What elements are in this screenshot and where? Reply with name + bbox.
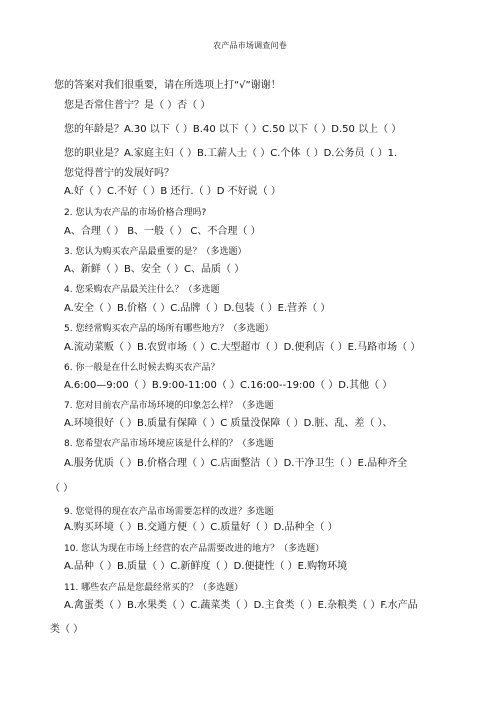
question-4: 4. 您采购农产品最关注什么？（多选题 — [64, 285, 220, 295]
question-6: 6. 你一般是在什么时候去购买农产品？ — [64, 363, 220, 373]
intro-text: 您的答案对我们很重要，请在所选项上打“√”谢谢！ — [54, 80, 281, 91]
question-11: 11. 哪些农产品是您最经常买的？（多选题） — [64, 583, 244, 593]
answer-options-5: A.流动菜贩（ ）B.农贸市场（ ）C.大型超市（ ）D.便利店（ ）E.马路市场（ ） — [64, 342, 421, 353]
answer-options-9: A.购买环境（ ）B.交通方便（ ）C.质量好（ ）D.品种全（ ） — [64, 522, 338, 533]
question-9: 9. 您觉得的现在农产品市场需要怎样的改进？多选题 — [64, 507, 274, 517]
question-3: 3. 您认为购买农产品最重要的是？（多选题） — [64, 247, 247, 257]
question-8: 8. 您希望农产品市场环境应该是什么样的？（多选题 — [64, 439, 274, 449]
answer-options-3: A、新鲜（ ）B、安全（ ）C、品质（ ） — [64, 264, 245, 275]
question-5: 5. 您经常购买农产品的场所有哪些地方？（多选题） — [64, 324, 274, 334]
document-title: 农产品市场调查问卷 — [213, 41, 287, 50]
answer-options-1: A.好（ ）C.不好（ ）B 还行.（ ）D 不好说（ ） — [64, 186, 281, 197]
question-7: 7. 您对目前农产品市场环境的印象怎么样？（多选题 — [64, 401, 274, 411]
answer-options-6: A.6:00—9:00（ ）B.9:00-11:00（ ）C.16:00--19:00（ ）D.其他（ ） — [64, 380, 393, 391]
answer-options-8-continued: （ ） — [50, 483, 74, 494]
answer-options-7: A.环境很好（ ）B.质量有保障（ ）C 质量没保障（ ）D.脏、乱、差（ ）、 — [64, 418, 393, 429]
answer-options-4: A.安全（ ）B.价格（ ）C.品牌（ ）D.包装（ ）E.营养（ ） — [64, 303, 331, 314]
question-10: 10. 您认为现在市场上经营的农产品需要改进的地方？（多选题） — [64, 544, 325, 554]
question-occupation: 您的职业是？A.家庭主妇（ ）B.工薪人士（ ）C.个体（ ）D.公务员（ ）1. — [64, 148, 398, 159]
answer-options-11-continued: 类（ ） — [50, 624, 84, 635]
question-1: 您觉得普宁的发展好吗？ — [64, 168, 174, 179]
question-residence: 您是否常住普宁？是（ ）否（ ） — [64, 100, 211, 111]
answer-options-11: A.禽蛋类（ ）B.水果类（ ）C.蔬菜类（ ）D.主食类（ ）E.杂粮类（ ）F.水产品 — [64, 600, 418, 611]
question-2: 2. 您认为农产品的市场价格合理吗? — [64, 208, 207, 218]
answer-options-10: A.品种（ ）B.质量（ ）C.新鲜度（ ）D.便捷性（ ）E.购物环境 — [64, 561, 348, 572]
answer-options-8: A.服务优质（ ）B.价格合理（ ）C.店面整洁（ ）D.干净卫生（ ）E.品种齐全 — [64, 458, 408, 469]
question-age: 您的年龄是？A.30 以下（ ）B.40 以下（ ）C.50 以下（ ）D.50 以上（ ） — [64, 124, 402, 135]
answer-options-2: A、合理（ ） B、一般（ ） C、不合理（ ） — [64, 226, 261, 237]
